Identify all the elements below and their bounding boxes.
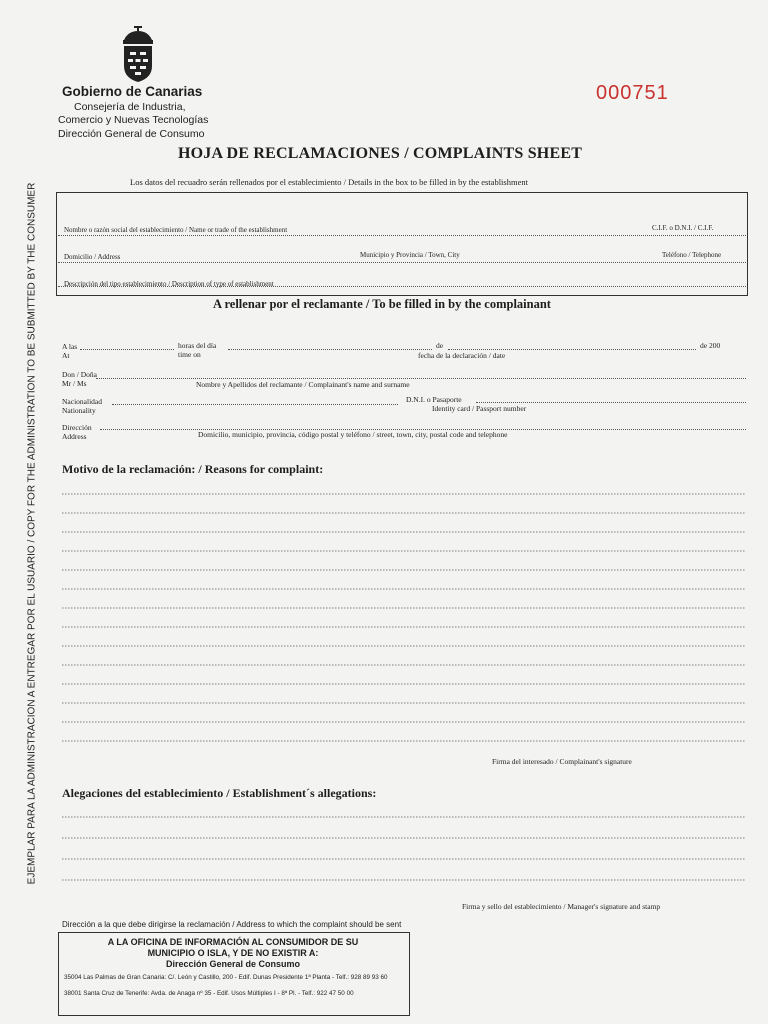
- tenerife-address: 38001 Santa Cruz de Tenerife: Avda. de Anaga nº 35 - Edif. Usos Múltiples I - 8ª Pl. - Telf.: 922 47 50 00: [64, 990, 354, 997]
- complainant-signature-label: Firma del interesado / Complainant's signature: [492, 757, 632, 766]
- allegations-heading: Alegaciones del establecimiento / Establishment´s allegations:: [62, 786, 377, 800]
- month-field[interactable]: [448, 349, 696, 350]
- dni-label: D.N.I. o Pasaporte: [406, 395, 462, 404]
- establishment-cif-label: C.I.F. o D.N.I. / C.I.F.: [652, 224, 714, 232]
- year-label: de 200: [700, 341, 721, 350]
- hours-label-en: time on: [178, 350, 201, 359]
- manager-signature-label: Firma y sello del establecimiento / Manager's signature and stamp: [462, 902, 661, 911]
- office-line-2: MUNICIPIO O ISLA, Y DE NO EXISTIR A:: [147, 948, 319, 958]
- date-label: fecha de la declaración / date: [418, 351, 506, 360]
- office-line-1: A LA OFICINA DE INFORMACIÓN AL CONSUMIDOR DE SU: [107, 937, 359, 947]
- page-title: HOJA DE RECLAMACIONES / COMPLAINTS SHEET: [178, 145, 583, 162]
- allegations-lines[interactable]: [62, 798, 746, 898]
- office-line-3: Dirección General de Consumo: [165, 959, 301, 969]
- gobierno-crest-icon: [118, 26, 158, 84]
- at-label-es: A las: [62, 342, 78, 351]
- mr-label: Mr / Ms: [62, 379, 87, 388]
- reasons-lines[interactable]: [62, 476, 746, 756]
- id-card-label: Identity card / Passport number: [432, 404, 527, 413]
- time-field[interactable]: [80, 349, 174, 350]
- dept-line-2: Comercio y Nuevas Tecnologías: [58, 114, 209, 126]
- complainant-heading: A rellenar por el reclamante / To be filled in by the complainant: [213, 297, 551, 311]
- establishment-city-label: Municipio y Provincia / Town, City: [360, 251, 460, 259]
- complainant-name-label: Nombre y Apellidos del reclamante / Complainant's name and surname: [196, 380, 410, 389]
- establishment-type-label: Descripción del tipo establecimiento / Description of type of establishment: [64, 280, 274, 288]
- nationality-label-es: Nacionalidad: [62, 397, 102, 406]
- address-label-es: Dirección: [62, 423, 92, 432]
- dept-line-3: Dirección General de Consumo: [58, 128, 205, 140]
- address-detail-label: Domicilio, municipio, provincia, código postal y teléfono / street, town, city, postal code and telephone: [198, 430, 508, 439]
- don-label: Don / Doña: [62, 370, 97, 379]
- org-name: Gobierno de Canarias: [62, 84, 203, 99]
- dni-field[interactable]: [476, 402, 746, 403]
- dept-line-1: Consejería de Industria,: [74, 101, 186, 113]
- address-label-en: Address: [62, 432, 87, 441]
- reasons-heading: Motivo de la reclamación: / Reasons for complaint:: [62, 462, 324, 476]
- establishment-phone-label: Teléfono / Telephone: [662, 251, 722, 259]
- nationality-label-en: Nationality: [62, 406, 96, 415]
- hours-label-es: horas del día: [178, 341, 217, 350]
- nationality-field[interactable]: [112, 404, 398, 405]
- complainant-name-field[interactable]: [96, 378, 746, 379]
- at-label-en: At: [62, 351, 70, 360]
- side-vertical-text: EJEMPLAR PARA LA ADMINISTRACION A ENTREGAR POR EL USUARIO / COPY FOR THE ADMINISTRATION TO BE SUBMITTED BY THE CONSUMER: [26, 182, 38, 885]
- establishment-name-label: Nombre o razón social del establecimiento / Name or trade of the establishment: [64, 226, 288, 234]
- direction-label: Dirección a la que debe dirigirse la reclamación / Address to which the complaint should be sent: [62, 920, 402, 929]
- establishment-address-label: Domicilio / Address: [64, 253, 121, 261]
- serial-number: 000751: [596, 82, 669, 104]
- las-palmas-address: 35004 Las Palmas de Gran Canaria: C/. León y Castillo, 200 - Edif. Dunas Presidente 1ª Planta - Telf.: 928 89 93 60: [64, 974, 388, 981]
- page-subtitle: Los datos del recuadro serán rellenados por el establecimiento / Details in the box to be filled in by the establishment: [130, 177, 528, 187]
- de-label: de: [436, 341, 444, 350]
- day-field[interactable]: [228, 349, 432, 350]
